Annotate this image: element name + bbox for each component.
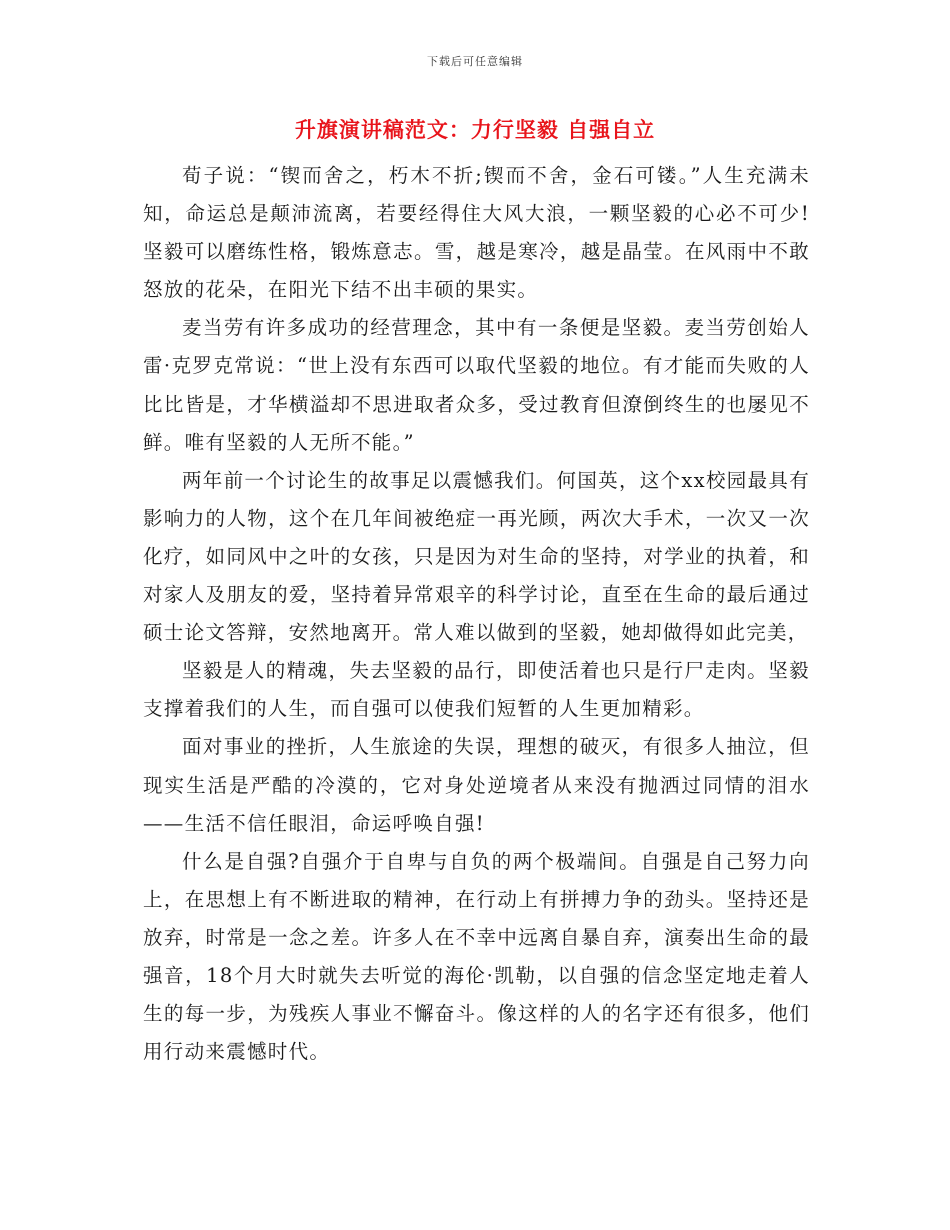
paragraph-2: 麦当劳有许多成功的经营理念，其中有一条便是坚毅。麦当劳创始人雷·克罗克常说：“世上没有东西可以取代坚毅的地位。有才能而失败的人比比皆是，才华横溢却不思进取者众多，受过教育但潦倒终生的也屡见不鲜。唯有坚毅的人无所不能。” (143, 316, 810, 454)
paragraph-1: 荀子说：“锲而舍之，朽木不折;锲而不舍，金石可镂。”人生充满未知，命运总是颠沛流离，若要经得住大风大浪，一颗坚毅的心必不可少!坚毅可以磨练性格，锻炼意志。雪，越是寒冷，越是晶莹。在风雨中不敢怒放的花朵，在阳光下结不出丰硕的果实。 (143, 164, 810, 302)
paragraph-6: 什么是自强?自强介于自卑与自负的两个极端间。自强是自己努力向上，在思想上有不断进取的精神，在行动上有拼搏力争的劲头。坚持还是放弃，时常是一念之差。许多人在不幸中远离自暴自弃，演奏出生命的最强音，18个月大时就失去听觉的海伦·凯勒，以自强的信念坚定地走着人生的每一步，为残疾人事业不懈奋斗。像这样的人的名字还有很多，他们用行动来震憾时代。 (143, 849, 810, 1064)
header-note: 下载后可任意编辑 (427, 55, 523, 68)
paragraph-4: 坚毅是人的精魂，失去坚毅的品行，即使活着也只是行尸走肉。坚毅支撑着我们的人生，而自强可以使我们短暂的人生更加精彩。 (143, 659, 810, 721)
paragraph-5: 面对事业的挫折，人生旅途的失误，理想的破灭，有很多人抽泣，但现实生活是严酷的冷漠的，它对身处逆境者从来没有抛洒过同情的泪水——生活不信任眼泪，命运呼唤自强! (143, 735, 810, 835)
article-body (143, 157, 810, 1071)
paragraph-3: 两年前一个讨论生的故事足以震憾我们。何国英，这个xx校园最具有影响力的人物，这个在几年间被绝症一再光顾，两次大手术，一次又一次化疗，如同风中之叶的女孩，只是因为对生命的坚持，对学业的执着，和对家人及朋友的爱，坚持着异常艰辛的科学讨论，直至在生命的最后通过硕士论文答辩，安然地离开。常人难以做到的坚毅，她却做得如此完美， (143, 468, 810, 645)
page-title: 升旗演讲稿范文：力行坚毅 自强自立 (294, 117, 656, 142)
